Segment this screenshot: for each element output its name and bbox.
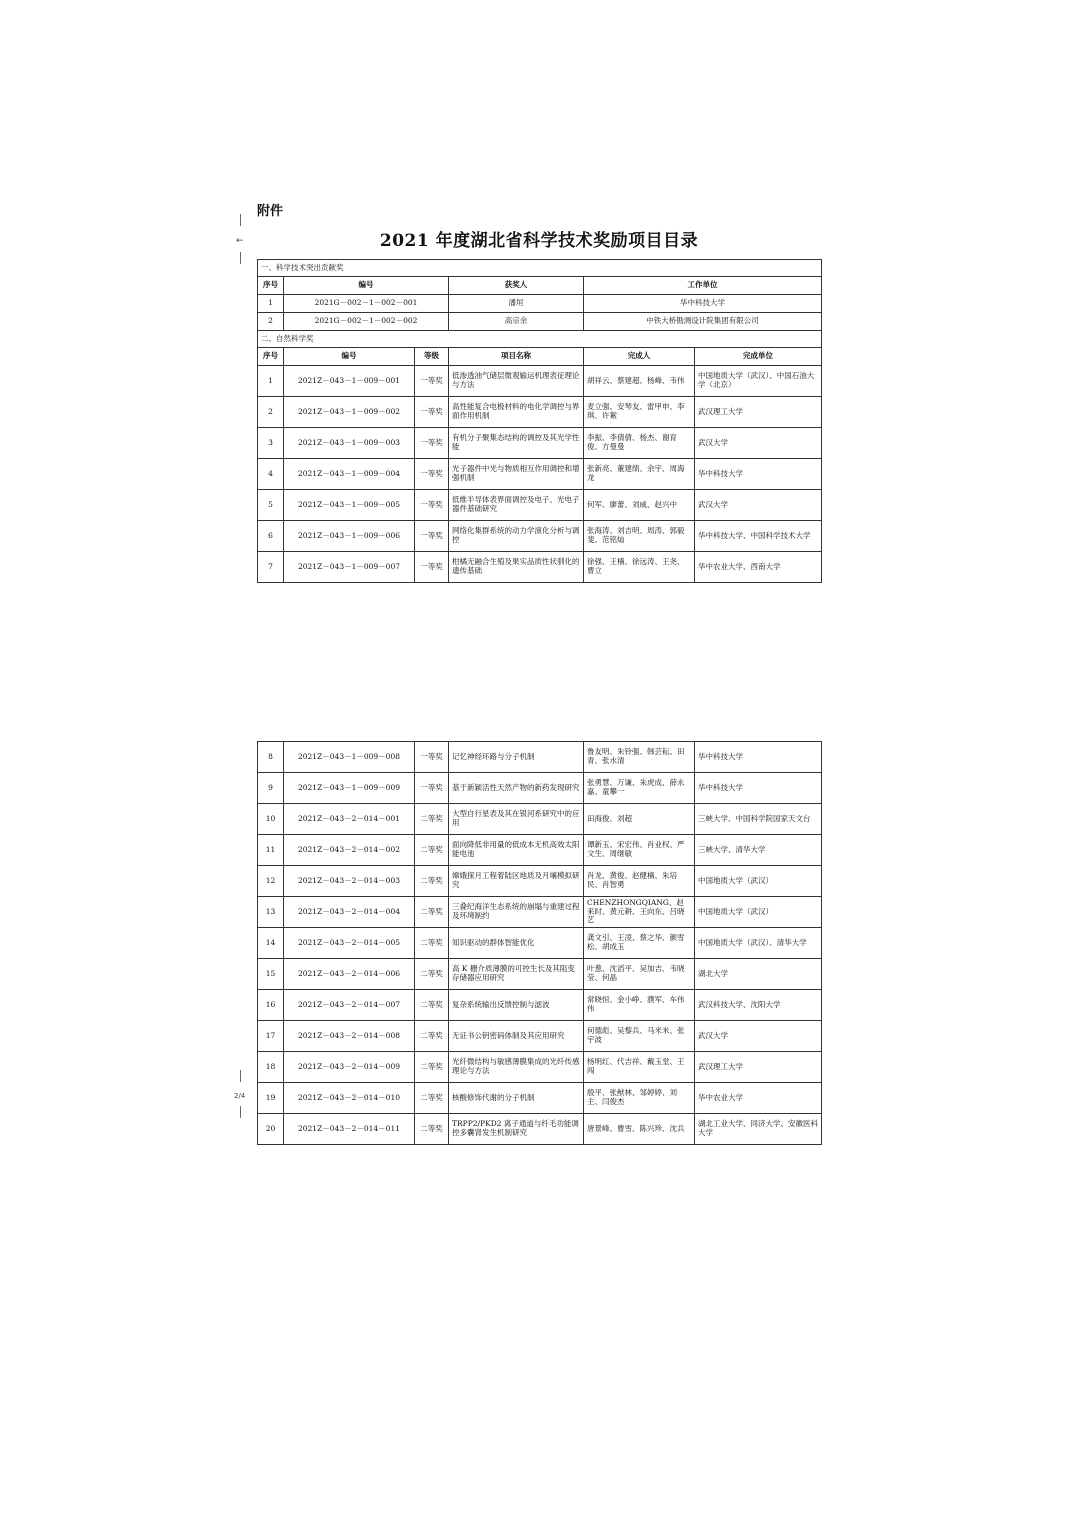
cell-project: 大型自行星表及其在银河系研究中的应用 xyxy=(449,804,584,835)
cell-institutions: 华中农业大学、西南大学 xyxy=(695,552,822,583)
cell-level: 二等奖 xyxy=(415,1083,449,1114)
cell-project: 嫦娥探月工程着陆区地质及月壤模拟研究 xyxy=(449,866,584,897)
table-row xyxy=(258,1021,822,1052)
cell-institutions: 湖北工业大学、同济大学、安徽医科大学 xyxy=(695,1114,822,1145)
table-row xyxy=(258,773,822,804)
cell-code: 2021Z－043－2－014－008 xyxy=(284,1021,415,1052)
cell-project: 三叠纪海洋生态系统的崩塌与重建过程及环境制约 xyxy=(449,897,584,928)
cell-index: 9 xyxy=(258,773,284,804)
cell-institutions: 中国地质大学（武汉）、中国石油大学（北京） xyxy=(695,366,822,397)
cell-code: 2021Z－043－1－009－006 xyxy=(284,521,415,552)
cell-project: 高性能复合电极材料的电化学调控与界面作用机制 xyxy=(449,397,584,428)
col-header-contributors: 完成人 xyxy=(584,348,695,366)
cell-contributors: 胡祥云、蔡建超、杨峰、韦伟 xyxy=(584,366,695,397)
cell-project: 核酸修饰代谢的分子机制 xyxy=(449,1083,584,1114)
attachment-label: 附件 xyxy=(257,204,284,219)
table-row xyxy=(258,1114,822,1145)
table-row xyxy=(258,928,822,959)
cell-index: 4 xyxy=(258,459,284,490)
cell-contributors: 龚文引、王凌、蔡之华、颜雪松、胡成玉 xyxy=(584,928,695,959)
page-note: 2/4 xyxy=(234,1092,246,1100)
cell-project: 有机分子聚集态结构的调控及其光学性能 xyxy=(449,428,584,459)
cell-contributors: 唐景峰、曹雪、陈兴珍、沈兵 xyxy=(584,1114,695,1145)
table-row xyxy=(258,366,822,397)
page-title: 2021 年度湖北省科学技术奖励项目目录 xyxy=(379,231,699,251)
cell-level: 二等奖 xyxy=(415,1114,449,1145)
cell-institutions: 中国地质大学（武汉）、清华大学 xyxy=(695,928,822,959)
cell-level: 一等奖 xyxy=(415,459,449,490)
cell-project: 复杂系统输出反馈控制与滤波 xyxy=(449,990,584,1021)
cell-code: 2021Z－043－2－014－002 xyxy=(284,835,415,866)
cell-index: 3 xyxy=(258,428,284,459)
cell-level: 一等奖 xyxy=(415,428,449,459)
cell-index: 7 xyxy=(258,552,284,583)
cell-institutions: 武汉大学 xyxy=(695,490,822,521)
cell-level: 一等奖 xyxy=(415,552,449,583)
cell-contributors: 谭新玉、宋宏伟、肖业权、严文生、周继敏 xyxy=(584,835,695,866)
cell-level: 二等奖 xyxy=(415,897,449,928)
cell-index: 12 xyxy=(258,866,284,897)
cell-contributors: 田海俊、刘超 xyxy=(584,804,695,835)
cell-contributors: 殷平、张猷林、邹婷婷、刘主、闫俊杰 xyxy=(584,1083,695,1114)
table-row xyxy=(258,804,822,835)
cell-level: 二等奖 xyxy=(415,990,449,1021)
table-row xyxy=(258,959,822,990)
cell-contributors: 叶葱、沈滔平、吴加吉、韦晓莹、何晶 xyxy=(584,959,695,990)
table-row xyxy=(258,866,822,897)
cell-contributors: 李振、李倩倩、杨杰、谢育俊、方曼曼 xyxy=(584,428,695,459)
cell-institutions: 武汉大学 xyxy=(695,428,822,459)
cell-institutions: 武汉大学 xyxy=(695,1021,822,1052)
cell-project: 记忆神经环路与分子机制 xyxy=(449,742,584,773)
cell-index: 16 xyxy=(258,990,284,1021)
cell-index: 20 xyxy=(258,1114,284,1145)
cell-level: 二等奖 xyxy=(415,835,449,866)
cell-code: 2021Z－043－1－009－001 xyxy=(284,366,415,397)
cell-level: 二等奖 xyxy=(415,866,449,897)
cell-level: 二等奖 xyxy=(415,1052,449,1083)
cell-code: 2021Z－043－1－009－002 xyxy=(284,397,415,428)
cell-contributors: 张勇慧、万谦、朱虎成、薛永嘉、童攀一 xyxy=(584,773,695,804)
cell-contributors: 常晓恒、金小峥、濮军、车伟伟 xyxy=(584,990,695,1021)
cell-institutions: 华中科技大学 xyxy=(695,459,822,490)
cell-code: 2021Z－043－2－014－011 xyxy=(284,1114,415,1145)
cell-index: 13 xyxy=(258,897,284,928)
col-header-project: 项目名称 xyxy=(449,348,584,366)
margin-arrow: ← xyxy=(236,236,244,246)
cell-employer: 华中科技大学 xyxy=(584,295,822,313)
cell-index: 2 xyxy=(258,313,284,331)
cell-institutions: 武汉理工大学 xyxy=(695,1052,822,1083)
cell-code: 2021Z－043－1－009－005 xyxy=(284,490,415,521)
cell-project: 低渗透油气储层微观输运机理表征理论与方法 xyxy=(449,366,584,397)
cell-level: 二等奖 xyxy=(415,959,449,990)
table-row xyxy=(258,521,822,552)
cell-code: 2021Z－043－2－014－009 xyxy=(284,1052,415,1083)
cell-code: 2021G－002－1－002－001 xyxy=(284,295,449,313)
cell-institutions: 华中科技大学 xyxy=(695,773,822,804)
cell-level: 一等奖 xyxy=(415,742,449,773)
cell-contributors: 麦立强、安琴友、雷甲申、李琪、许絮 xyxy=(584,397,695,428)
cell-contributors: 杨明红、代吉祥、戴玉堂、王闯 xyxy=(584,1052,695,1083)
cell-institutions: 华中农业大学 xyxy=(695,1083,822,1114)
col-header-level: 等级 xyxy=(415,348,449,366)
cell-institutions: 华中科技大学 xyxy=(695,742,822,773)
cell-project: 基于新颖活性天然产物的新药发现研究 xyxy=(449,773,584,804)
cell-level: 一等奖 xyxy=(415,490,449,521)
cell-code: 2021Z－043－2－014－005 xyxy=(284,928,415,959)
cell-index: 2 xyxy=(258,397,284,428)
cell-project: 低维半导体表界面调控及电子、光电子器件基础研究 xyxy=(449,490,584,521)
cell-project: TRPP2/PKD2 离子通道与纤毛功能调控多囊肾发生机制研究 xyxy=(449,1114,584,1145)
cell-employer: 中铁大桥勘测设计院集团有限公司 xyxy=(584,313,822,331)
table-row xyxy=(258,428,822,459)
cell-code: 2021Z－043－1－009－008 xyxy=(284,742,415,773)
cell-project: 网络化集群系统的动力学演化分析与调控 xyxy=(449,521,584,552)
cell-index: 19 xyxy=(258,1083,284,1114)
cell-index: 11 xyxy=(258,835,284,866)
table-row xyxy=(258,990,822,1021)
table-row xyxy=(258,1052,822,1083)
cell-level: 二等奖 xyxy=(415,928,449,959)
cell-index: 15 xyxy=(258,959,284,990)
cell-institutions: 武汉理工大学 xyxy=(695,397,822,428)
cell-awardee: 潘垣 xyxy=(449,295,584,313)
table-row xyxy=(258,835,822,866)
table-row xyxy=(258,397,822,428)
cell-index: 17 xyxy=(258,1021,284,1052)
awards-table-part2 xyxy=(257,741,822,1145)
cell-contributors: CHENZHONGQIANG、赵来时、黄元耕、王向东、吕晓艺 xyxy=(584,897,695,928)
cell-contributors: 何军、廖蕾、刘威、赵兴中 xyxy=(584,490,695,521)
col-header-code: 编号 xyxy=(284,277,449,295)
table-row xyxy=(258,742,822,773)
table-row xyxy=(258,897,822,928)
cell-code: 2021Z－043－2－014－001 xyxy=(284,804,415,835)
col-header-code: 编号 xyxy=(284,348,415,366)
cell-project: 光子器件中光与物质相互作用调控和增强机制 xyxy=(449,459,584,490)
margin-rule xyxy=(240,1106,241,1118)
section-title: 一、科学技术突出贡献奖 xyxy=(258,260,822,277)
table-row xyxy=(258,1083,822,1114)
cell-level: 一等奖 xyxy=(415,773,449,804)
cell-index: 8 xyxy=(258,742,284,773)
cell-contributors: 肖龙、黄俊、赵健楠、朱培民、肖智勇 xyxy=(584,866,695,897)
cell-code: 2021Z－043－2－014－006 xyxy=(284,959,415,990)
col-header-index: 序号 xyxy=(258,277,284,295)
table-row xyxy=(258,552,822,583)
margin-rule xyxy=(240,252,241,264)
cell-institutions: 中国地质大学（武汉） xyxy=(695,866,822,897)
margin-rule xyxy=(240,214,241,226)
cell-project: 光纤微结构与敏感薄膜集成的光纤传感理论与方法 xyxy=(449,1052,584,1083)
cell-contributors: 张海涛、刘吉明、周涛、郭毅斐、范铭灿 xyxy=(584,521,695,552)
col-header-employer: 工作单位 xyxy=(584,277,822,295)
cell-institutions: 中国地质大学（武汉） xyxy=(695,897,822,928)
cell-project: 高 K 栅介质薄膜的可控生长及其阻变存储器应用研究 xyxy=(449,959,584,990)
margin-rule xyxy=(240,1070,241,1082)
cell-institutions: 湖北大学 xyxy=(695,959,822,990)
cell-code: 2021Z－043－2－014－007 xyxy=(284,990,415,1021)
cell-index: 1 xyxy=(258,366,284,397)
cell-level: 一等奖 xyxy=(415,366,449,397)
section-title: 二、自然科学奖 xyxy=(258,331,822,348)
cell-index: 1 xyxy=(258,295,284,313)
cell-code: 2021Z－043－2－014－004 xyxy=(284,897,415,928)
cell-contributors: 徐强、王楠、徐远涛、王尧、曹立 xyxy=(584,552,695,583)
table-row xyxy=(258,490,822,521)
col-header-index: 序号 xyxy=(258,348,284,366)
cell-contributors: 何德彪、吴黎兵、马米米、张宇波 xyxy=(584,1021,695,1052)
cell-level: 二等奖 xyxy=(415,1021,449,1052)
cell-code: 2021G－002－1－002－002 xyxy=(284,313,449,331)
cell-index: 18 xyxy=(258,1052,284,1083)
cell-institutions: 三峡大学、中国科学院国家天文台 xyxy=(695,804,822,835)
cell-awardee: 高宗余 xyxy=(449,313,584,331)
cell-code: 2021Z－043－1－009－009 xyxy=(284,773,415,804)
cell-code: 2021Z－043－1－009－003 xyxy=(284,428,415,459)
cell-project: 面向降低非用量的低成本无机高效太阳能电池 xyxy=(449,835,584,866)
cell-code: 2021Z－043－1－009－007 xyxy=(284,552,415,583)
cell-institutions: 华中科技大学、中国科学技术大学 xyxy=(695,521,822,552)
cell-code: 2021Z－043－2－014－010 xyxy=(284,1083,415,1114)
cell-contributors: 鲁友明、朱铃强、韩芸耘、田青、张水清 xyxy=(584,742,695,773)
table-row xyxy=(258,459,822,490)
cell-level: 一等奖 xyxy=(415,521,449,552)
col-header-institutions: 完成单位 xyxy=(695,348,822,366)
cell-project: 柑橘无融合生殖及果实品质性状驯化的遗传基础 xyxy=(449,552,584,583)
cell-project: 知识驱动的群体智能优化 xyxy=(449,928,584,959)
cell-index: 5 xyxy=(258,490,284,521)
cell-institutions: 三峡大学、清华大学 xyxy=(695,835,822,866)
cell-code: 2021Z－043－1－009－004 xyxy=(284,459,415,490)
cell-level: 一等奖 xyxy=(415,397,449,428)
cell-contributors: 张新亮、董建绩、余宇、周海龙 xyxy=(584,459,695,490)
cell-level: 二等奖 xyxy=(415,804,449,835)
cell-institutions: 武汉科技大学、沈阳大学 xyxy=(695,990,822,1021)
awards-table-part1 xyxy=(257,259,822,583)
col-header-awardee: 获奖人 xyxy=(449,277,584,295)
cell-code: 2021Z－043－2－014－003 xyxy=(284,866,415,897)
cell-project: 无证书公钥密码体制及其应用研究 xyxy=(449,1021,584,1052)
cell-index: 10 xyxy=(258,804,284,835)
cell-index: 6 xyxy=(258,521,284,552)
cell-index: 14 xyxy=(258,928,284,959)
